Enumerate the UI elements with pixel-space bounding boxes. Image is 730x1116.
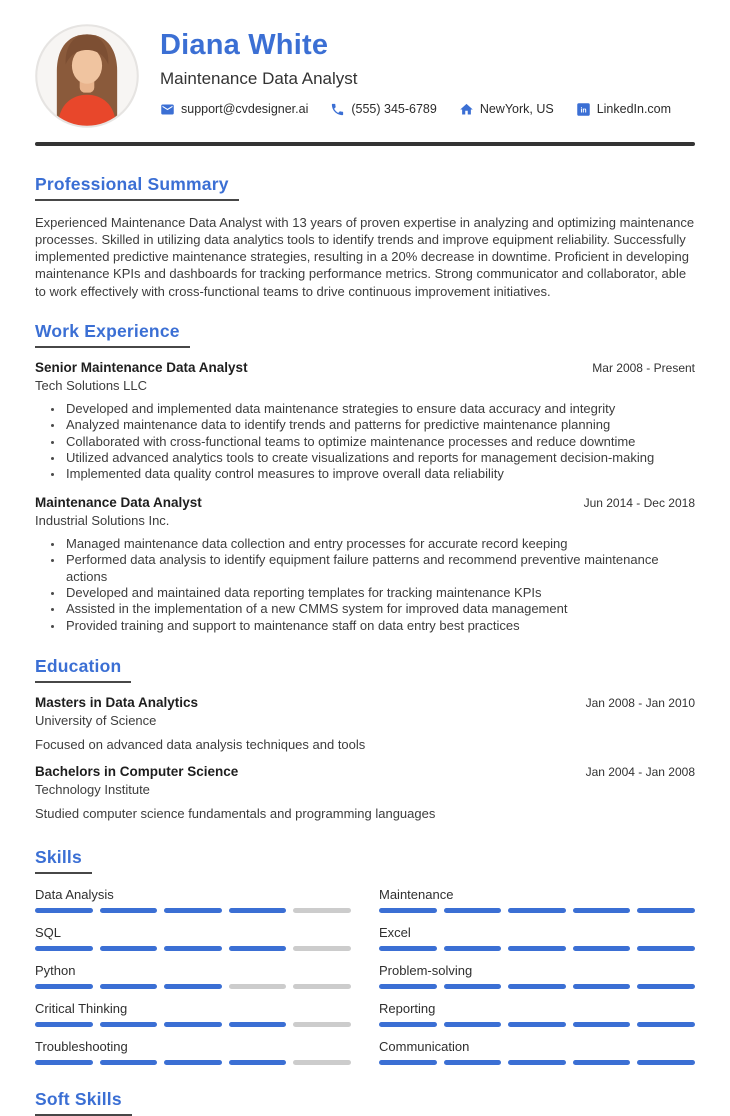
skill-label: Critical Thinking [35,1001,128,1017]
skill-segment-filled [573,1022,631,1027]
skill-segment-filled [35,946,93,951]
degree-title: Bachelors in Computer Science [35,764,239,780]
contact-linkedin-text: LinkedIn.com [596,102,672,117]
skill-segment-filled [508,984,566,989]
resume-header [0,0,730,128]
skill-segment-filled [573,946,631,951]
contact-location-text: NewYork, US [479,102,554,117]
skill-segment-filled [35,1022,93,1027]
contact-phone-text: (555) 345-6789 [351,102,437,117]
skill-item [379,925,695,951]
skill-label: Maintenance [379,887,454,903]
skill-segment-filled [573,1060,631,1065]
section-professional-summary [35,174,695,300]
contact-email-text: support@cvdesigner.ai [181,102,309,117]
phone-icon [330,102,345,117]
section-soft-skills [35,1089,695,1116]
skill-segment-filled [100,946,158,951]
linkedin-icon [576,102,591,117]
degree-title: Masters in Data Analytics [35,695,199,711]
skill-level-bar [35,908,351,913]
job-bullet: • Developed and maintained data reporting templates for tracking maintenance KPIs [64,585,695,601]
skill-label: SQL [35,925,62,941]
contact-location [459,102,554,117]
job-bullet: • Developed and implemented data maintenance strategies to ensure data accuracy and integrity [64,401,695,417]
skill-segment-empty [293,1060,351,1065]
skill-segment-filled [379,946,437,951]
section-work-experience [35,321,695,634]
skills-grid [35,875,695,1065]
skill-segment-filled [164,1060,222,1065]
skill-segment-filled [573,984,631,989]
skill-segment-empty [293,946,351,951]
degree-description: Focused on advanced data analysis techniques and tools [35,737,366,753]
skill-segment-filled [637,1022,695,1027]
skill-segment-filled [229,1022,287,1027]
skill-level-bar [379,1060,695,1065]
education-entry [35,695,695,752]
job-title: Senior Maintenance Data Analyst [35,359,248,375]
skill-label: Problem-solving [379,963,473,979]
job-entry [35,360,695,483]
skill-segment-filled [100,984,158,989]
contact-email [160,102,308,117]
skills-column-left [35,875,351,1065]
job-bullet: • Implemented data quality control measures to improve overall data reliability [64,466,695,482]
job-bullet: • Managed maintenance data collection and entry processes for accurate record keeping [64,536,695,552]
summary-heading: Professional Summary [35,174,239,201]
education-heading: Education [35,656,131,683]
skills-column-right [379,875,695,1065]
skill-item [379,963,695,989]
skill-label: Reporting [379,1001,436,1017]
resume-body [0,174,730,1116]
candidate-name: Diana White [160,29,329,61]
email-icon [160,102,175,117]
school-name: University of Science [35,713,157,729]
skill-item [35,925,351,951]
skill-level-bar [35,1060,351,1065]
skill-item [35,1001,351,1027]
svg-text:in: in [580,107,587,115]
summary-text: Experienced Maintenance Data Analyst with 13 years of proven expertise in analyzing and optimizing maintenance processes. Skilled in utilizing data analytics tools to identify trends and improve equipment reliability. Successfully implemented predictive maintenance strategies, resulting in a 20% decrease in downtime. Proficient in developing maintenance KPIs and dashboards for tracking performance metrics. Strong communicator and collaborator, able to work effectively with cross-functional teams to drive continuous improvement initiatives. [35,215,695,299]
skill-segment-filled [35,908,93,913]
contact-phone [330,102,436,117]
skill-segment-filled [164,984,222,989]
school-name: Technology Institute [35,782,150,798]
skill-segment-empty [293,908,351,913]
job-bullet-list [35,401,695,483]
job-bullet: • Analyzed maintenance data to identify trends and patterns for predictive maintenance planning [64,417,695,433]
skill-segment-filled [229,946,287,951]
skill-label: Communication [379,1039,470,1055]
skill-segment-filled [100,1022,158,1027]
contact-row [160,102,671,117]
skill-segment-filled [508,908,566,913]
job-bullet: • Performed data analysis to identify equipment failure patterns and recommend preventive maintenance actions [64,552,695,585]
skill-segment-filled [164,1022,222,1027]
job-company: Industrial Solutions Inc. [35,512,170,528]
job-bullet: • Provided training and support to maintenance staff on data entry best practices [64,618,695,634]
skill-segment-filled [379,1022,437,1027]
skill-segment-filled [229,1060,287,1065]
skill-segment-empty [293,1022,351,1027]
skill-item [379,1001,695,1027]
skill-level-bar [379,946,695,951]
skill-segment-filled [100,1060,158,1065]
skill-segment-filled [444,908,502,913]
skill-segment-filled [444,984,502,989]
skill-segment-filled [379,984,437,989]
skill-segment-filled [444,1060,502,1065]
skill-segment-filled [35,984,93,989]
skill-level-bar [379,984,695,989]
avatar [35,24,139,128]
job-bullet: • Utilized advanced analytics tools to create visualizations and reports for management decision-making [64,450,695,466]
skill-item [379,1039,695,1065]
skill-segment-filled [100,908,158,913]
skill-segment-filled [164,908,222,913]
skill-item [35,887,351,913]
home-icon [459,102,474,117]
skill-segment-filled [444,1022,502,1027]
skill-label: Data Analysis [35,887,114,903]
skill-segment-filled [508,946,566,951]
contact-linkedin [576,102,671,117]
experience-heading: Work Experience [35,321,190,348]
skill-item [35,1039,351,1065]
skill-item [379,887,695,913]
job-title: Maintenance Data Analyst [35,494,202,510]
degree-dates: Jan 2004 - Jan 2008 [585,765,695,780]
skill-label: Python [35,963,76,979]
skill-level-bar [379,908,695,913]
job-company: Tech Solutions LLC [35,377,148,393]
section-education [35,656,695,821]
skill-segment-filled [229,908,287,913]
job-bullet: • Collaborated with cross-functional teams to optimize maintenance processes and reduce downtime [64,434,695,450]
soft-skills-heading: Soft Skills [35,1089,132,1116]
header-divider [35,142,695,146]
skill-level-bar [35,946,351,951]
skill-item [35,963,351,989]
skill-segment-filled [164,946,222,951]
job-dates: Jun 2014 - Dec 2018 [583,495,695,510]
skill-level-bar [35,984,351,989]
skill-segment-filled [637,908,695,913]
degree-dates: Jan 2008 - Jan 2010 [585,696,695,711]
skill-segment-filled [508,1022,566,1027]
education-entry [35,764,695,821]
candidate-job-title: Maintenance Data Analyst [160,68,358,88]
skill-segment-filled [637,1060,695,1065]
skill-level-bar [379,1022,695,1027]
job-dates: Mar 2008 - Present [592,360,695,375]
skill-segment-filled [637,984,695,989]
skill-label: Troubleshooting [35,1039,128,1055]
skill-segment-empty [229,984,287,989]
section-skills [35,847,695,1065]
skill-segment-filled [573,908,631,913]
degree-description: Studied computer science fundamentals and programming languages [35,806,436,822]
skill-level-bar [35,1022,351,1027]
skill-segment-filled [637,946,695,951]
job-bullet-list [35,536,695,634]
skill-segment-filled [379,1060,437,1065]
skill-segment-filled [444,946,502,951]
skill-segment-filled [35,1060,93,1065]
skill-segment-filled [379,908,437,913]
skill-segment-filled [508,1060,566,1065]
skill-label: Excel [379,925,411,941]
job-entry [35,495,695,634]
job-bullet: • Assisted in the implementation of a new CMMS system for improved data management [64,601,695,617]
skill-segment-empty [293,984,351,989]
header-text [160,24,671,117]
skills-heading: Skills [35,847,92,874]
